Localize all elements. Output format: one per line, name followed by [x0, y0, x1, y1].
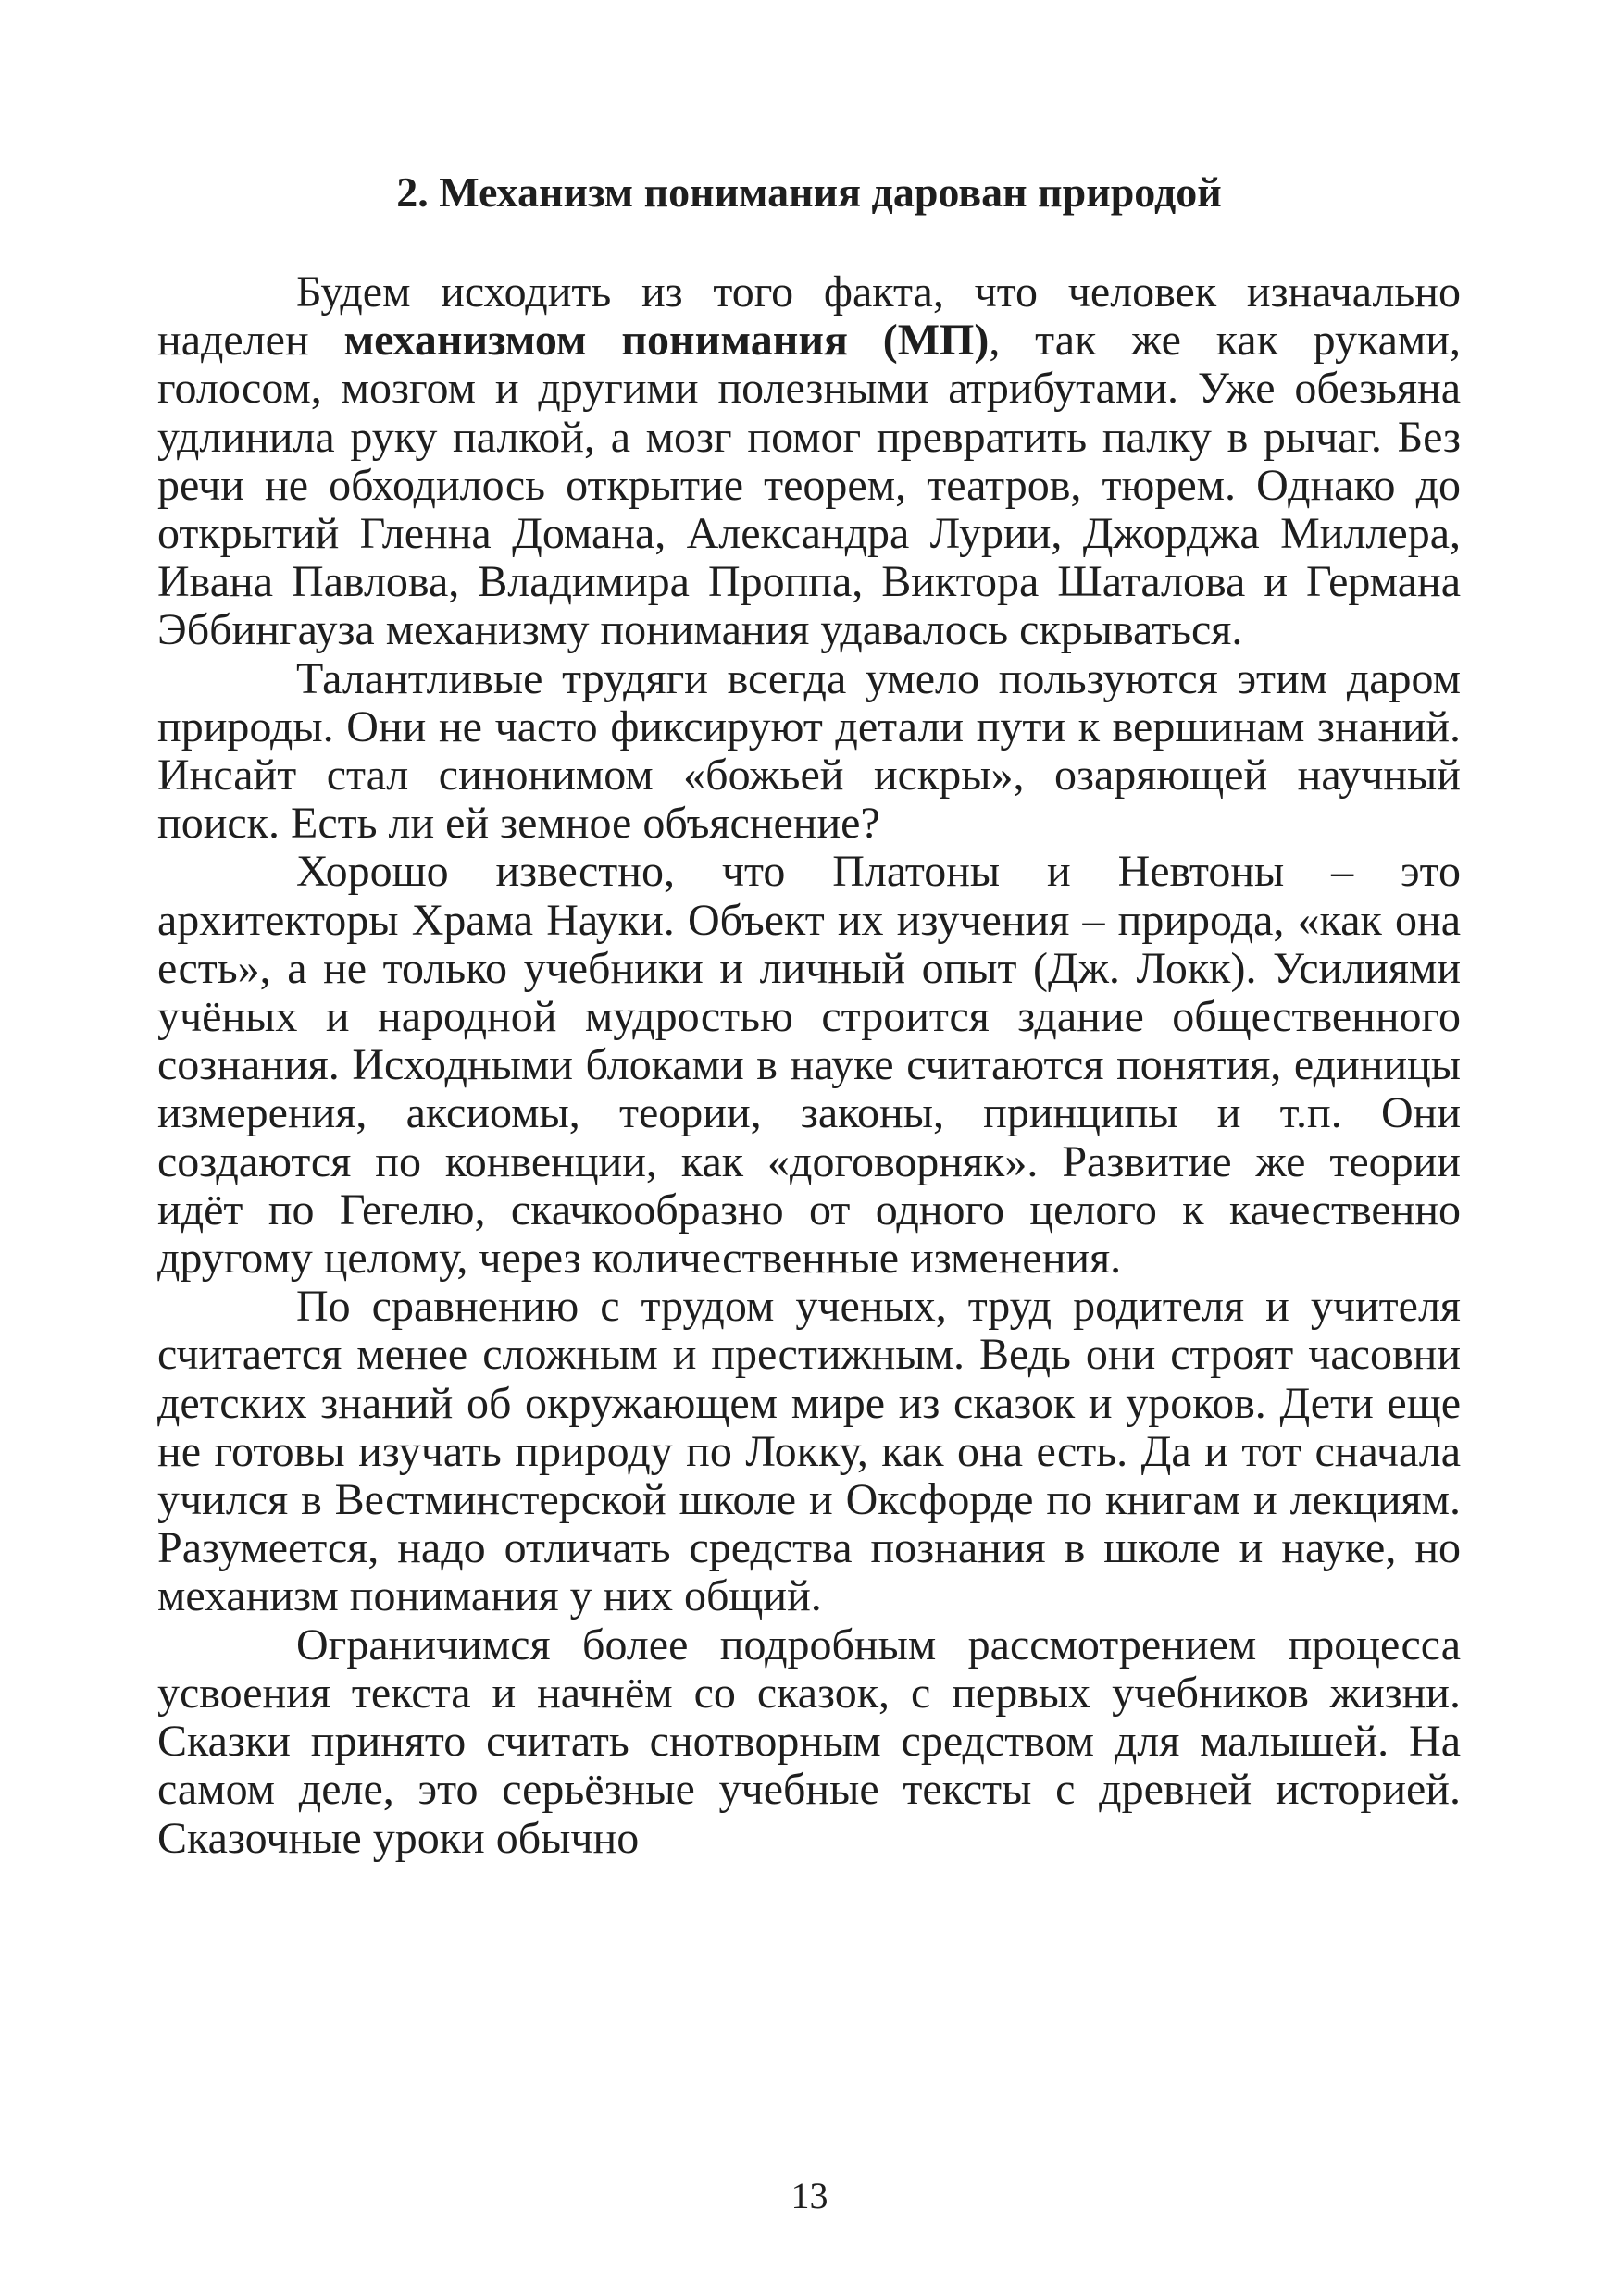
bold-term-mp: механизмом понимания (МП): [343, 316, 990, 366]
paragraph-3: Хорошо известно, что Платоны и Невтоны – это архитекторы Храма Науки. Объект их изучения – природа, «как она есть», а не только учебники и личный опыт (Дж. Локк). Усилиями учёных и народной мудростью строится здание общественного сознания. Исходными блоками в науке считаются понятия, единицы измерения, аксиомы, теории, законы, принципы и т.п. Они создаются по конвенции, как «договорняк». Развитие же теории идёт по Гегелю, скачкообразно от одного целого к качественно другому целому, через количественные изменения.: [157, 847, 1461, 1284]
paragraph-5: Ограничимся более подробным рассмотрением процесса усвоения текста и начнём со сказок, с первых учебников жизни. Сказки принято считать снотворным средством для малышей. На самом деле, это серьёзные учебные тексты с древней историей. Сказочные уроки обычно: [157, 1620, 1461, 1863]
paragraph-1-start: Будем исходить из того факта, что человек изначально наделен: [157, 267, 1461, 366]
page-number: 13: [791, 2175, 828, 2216]
body-text: [157, 268, 1461, 1863]
paragraph-4: По сравнению с трудом ученых, труд родителя и учителя считается менее сложным и престижным. Ведь они строят часовни детских знаний об окружающем мире из сказок и уроков. Дети еще не готовы изучать природу по Локку, как она есть. Да и тот сначала учился в Вестминстерской школе и Оксфорде по книгам и лекциям. Разумеется, надо отличать средства познания в школе и науке, но механизм понимания у них общий.: [157, 1282, 1461, 1621]
section-heading: 2. Механизм понимания дарован природой: [396, 168, 1222, 216]
paragraph-1-end: , так же как руками, голосом, мозгом и другими полезными атрибутами. Уже обезьяна удлинила руку палкой, а мозг помог превратить палку в рычаг. Без речи не обходилось открытие теорем, театров, тюрем. Однако до открытий Гленна Домана, Александра Лурии, Джорджа Миллера, Ивана Павлова, Владимира Проппа, Виктора Шаталова и Германа Эббингауза механизму понимания удавалось скрываться.: [157, 316, 1461, 655]
paragraph-2: Талантливые трудяги всегда умело пользуются этим даром природы. Они не часто фиксируют детали пути к вершинам знаний. Инсайт стал синонимом «божьей искры», озаряющей научный поиск. Есть ли ей земное объяснение?: [157, 653, 1461, 849]
paragraph-1: [157, 268, 1461, 655]
